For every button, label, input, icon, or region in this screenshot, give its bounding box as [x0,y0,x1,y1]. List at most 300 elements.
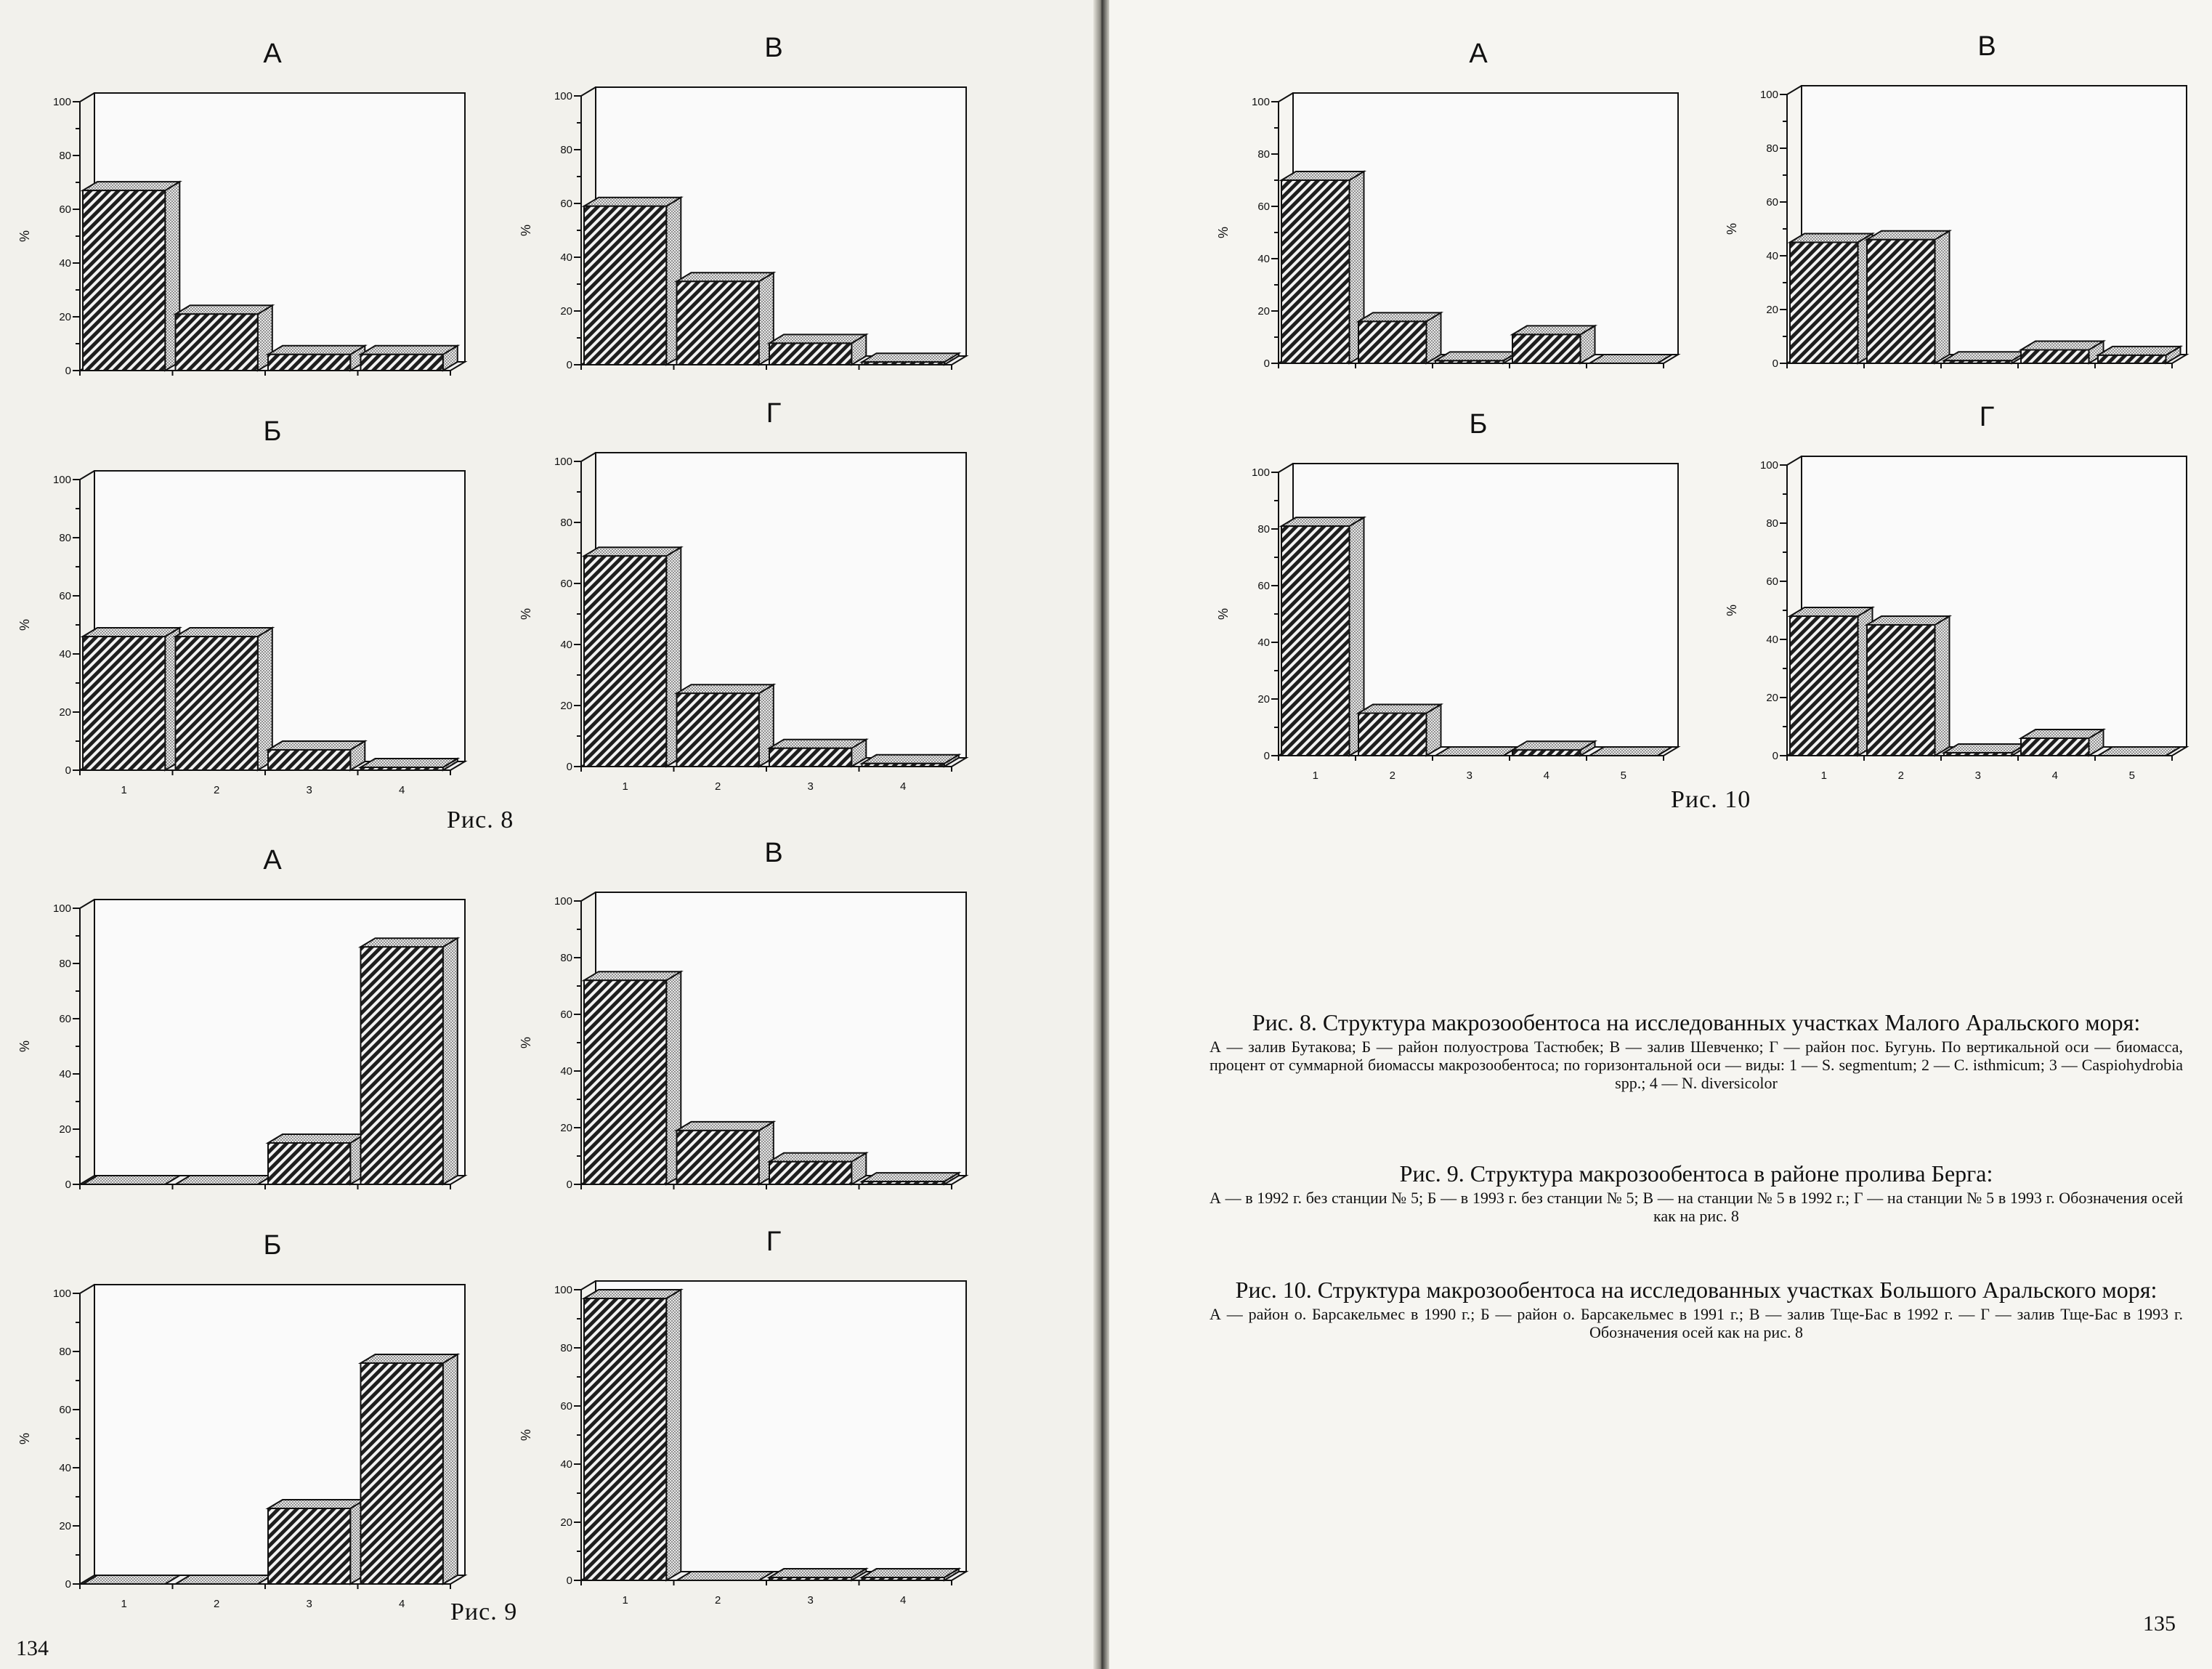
x-tick-label: 3 [807,1594,814,1607]
bar-front [2021,350,2089,364]
fig10-panel-A-chart [1199,29,1693,385]
bar [677,272,774,365]
bar [1944,744,2027,756]
y-tick-label: 20 [1766,304,1778,316]
fig8-label: Рис. 8 [447,807,514,833]
y-tick-label: 80 [560,144,572,156]
x-tick-label: 1 [121,784,127,796]
bar [2098,347,2181,363]
bar [1790,234,1873,364]
bar-front [268,1143,350,1184]
y-tick-label: 80 [560,517,572,529]
y-tick-label: 80 [59,958,71,970]
panel-letter: А [263,845,282,876]
bar-front [1790,616,1858,756]
y-tick-label: 20 [59,1520,71,1532]
bar-side [1935,616,1950,756]
y-tick-label: 60 [1766,196,1778,209]
bar [677,1572,774,1580]
y-tick-label: 60 [560,198,572,210]
x-tick-label: 1 [121,1598,127,1610]
bar-front [176,637,258,770]
y-tick-label: 20 [1766,692,1778,704]
bar-front [769,748,851,767]
bar-top [1944,744,2027,753]
panel-letter: Г [766,1227,782,1257]
bar-side [443,1354,458,1584]
fig9-panel-B-chart [0,1221,479,1628]
bar-top [677,1122,774,1131]
y-tick-label: 0 [1263,357,1270,370]
bar [1358,705,1441,756]
bar-front [176,314,258,371]
bar [584,198,681,365]
y-tick-label: 40 [560,639,572,651]
panel-letter: Б [263,416,282,447]
book-spine [1093,0,1109,1669]
y-tick-label: 60 [59,1013,71,1025]
y-tick-label: 40 [59,1462,71,1474]
y-axis-label: % [1216,607,1231,621]
bar-top [769,1569,866,1577]
y-tick-label: 100 [554,895,572,908]
y-tick-label: 80 [1257,523,1270,536]
y-tick-label: 100 [52,96,71,108]
bar [862,353,959,365]
bar-front [2021,738,2089,756]
y-tick-label: 0 [65,1179,71,1191]
y-tick-label: 0 [1772,750,1778,762]
bar-front [584,1298,666,1580]
fig8-panel-V-chart [501,23,981,387]
bar [1944,352,2027,363]
panel-letter: Б [263,1230,282,1261]
panel-letter: В [1977,31,1996,62]
bar-top [361,938,458,947]
bar-front [268,1508,350,1584]
y-tick-label: 100 [52,1288,71,1300]
bar-top [862,1173,959,1181]
y-tick-label: 0 [566,359,572,371]
chart-wall-edge [581,1281,596,1290]
bar-front [1281,180,1350,363]
y-tick-label: 40 [59,648,71,660]
y-tick-label: 20 [560,1122,572,1134]
y-tick-label: 40 [560,1065,572,1078]
bar-side [666,1290,681,1580]
bar-front [677,1131,759,1184]
bar-top [1790,607,1873,616]
bar [83,1176,179,1184]
y-tick-label: 100 [554,1284,572,1296]
caption-fig9-title: Рис. 9. Структура макрозообентоса в районе пролива Берга: [1399,1160,1993,1187]
x-tick-label: 1 [1312,769,1318,782]
bar [268,741,365,770]
bar-top [1435,352,1518,360]
bar-front [677,693,759,767]
bar [83,182,179,371]
panel-letter: В [764,838,783,868]
x-tick-label: 1 [1820,769,1827,782]
caption-fig9-body: А — в 1992 г. без станции № 5; Б — в 1993 г. без станции № 5; В — на станции № 5 в 1992 г.; Г — на станции № 5 в 1993 г. Обозначения осей как на рис. 8 [1210,1189,2183,1225]
y-axis-label: % [17,618,32,631]
fig9-panel-V-chart [501,828,981,1206]
y-tick-label: 100 [1251,466,1270,479]
bar [584,971,681,1184]
y-tick-label: 20 [1257,693,1270,706]
y-tick-label: 0 [65,764,71,777]
bar-front [677,281,759,365]
bar-top [862,353,959,362]
bar-front [2098,355,2166,363]
y-axis-label: % [1216,226,1231,239]
x-tick-label: 4 [398,1598,405,1610]
chart-wall-edge [581,87,596,96]
bar-top [677,684,774,693]
bar-top [83,1575,179,1584]
bar-front [361,947,443,1184]
x-tick-label: 3 [1466,769,1472,782]
bar [268,346,365,371]
chart-wall-edge [80,900,94,908]
x-tick-label: 2 [714,780,721,793]
y-tick-label: 60 [560,1400,572,1413]
y-tick-label: 80 [560,952,572,964]
y-tick-label: 20 [59,706,71,719]
bar [677,684,774,767]
y-tick-label: 80 [1766,517,1778,530]
bar-top [1281,171,1364,180]
panel-letter: А [263,39,282,69]
x-tick-label: 4 [899,780,907,793]
bar-front [1512,750,1581,756]
chart-wall-edge [1279,464,1293,472]
y-tick-label: 60 [59,1404,71,1416]
bar-top [769,740,866,748]
y-tick-label: 80 [59,532,71,544]
caption-fig8 [1210,1010,2183,1092]
chart-wall-edge [581,892,596,901]
panel-letter: Б [1469,409,1488,440]
y-tick-label: 60 [1257,201,1270,213]
y-tick-label: 40 [59,257,71,270]
bar [1358,312,1441,363]
y-tick-label: 20 [1257,305,1270,318]
y-tick-label: 100 [52,902,71,915]
bar-top [361,1354,458,1363]
caption-fig8-title: Рис. 8. Структура макрозообентоса на исследованных участках Малого Аральского моря: [1252,1009,2141,1035]
bar-front [584,206,666,365]
y-tick-label: 100 [1251,96,1270,108]
bar-front [769,343,851,365]
bar [268,1134,365,1184]
bar-front [361,355,443,371]
bar [862,1569,959,1580]
y-tick-label: 60 [1766,575,1778,588]
bar-front [1867,240,1935,363]
y-tick-label: 60 [59,203,71,216]
fig10-panel-V-chart [1707,22,2201,385]
y-tick-label: 0 [566,761,572,773]
bar-top [584,1290,681,1298]
bar [769,1569,866,1580]
x-tick-label: 1 [622,1594,628,1607]
bar [176,628,272,770]
y-axis-label: % [1725,604,1739,617]
bar-top [769,334,866,343]
y-tick-label: 40 [1766,634,1778,646]
bar-front [83,637,165,770]
bar-top [1867,616,1950,625]
bar-top [268,1500,365,1508]
y-tick-label: 100 [554,456,572,468]
y-tick-label: 80 [560,1342,572,1354]
bar-top [862,755,959,764]
y-tick-label: 100 [554,90,572,102]
bar-front [584,556,666,767]
bar-top [1589,355,1672,363]
y-axis-label: % [519,1036,533,1049]
bar-front [769,1162,851,1184]
x-tick-label: 3 [1974,769,1981,782]
bar [1435,352,1518,363]
bar-front [1358,321,1427,363]
x-tick-label: 4 [398,784,405,796]
bar-top [1358,705,1441,714]
y-axis-label: % [519,607,533,621]
x-tick-label: 2 [1897,769,1904,782]
y-tick-label: 60 [560,1009,572,1021]
fig9-panel-G-chart [501,1217,981,1624]
x-tick-label: 2 [213,1598,220,1610]
bar-front [1512,334,1581,363]
bar-top [2098,347,2181,355]
x-tick-label: 3 [807,780,814,793]
y-tick-label: 0 [566,1575,572,1587]
y-tick-label: 40 [59,1068,71,1080]
bar-top [862,1569,959,1577]
bar-top [1512,326,1595,334]
y-tick-label: 0 [1263,750,1270,762]
chart-wall-edge [1787,86,1802,94]
bar-top [769,1153,866,1162]
chart-wall-edge [1279,93,1293,102]
fig9-panel-A-chart [0,836,479,1206]
fig10-panel-B-chart [1199,400,1693,799]
y-tick-label: 20 [560,700,572,712]
bar-top [176,1176,272,1184]
y-tick-label: 60 [1257,580,1270,592]
bar-top [83,182,179,190]
y-tick-label: 100 [1759,459,1778,472]
x-tick-label: 5 [2128,769,2135,782]
y-tick-label: 80 [1766,142,1778,155]
bar-top [584,971,681,980]
bar [83,1575,179,1584]
bar [2098,747,2181,756]
y-tick-label: 40 [560,1458,572,1471]
y-tick-label: 60 [560,578,572,590]
x-tick-label: 4 [899,1594,907,1607]
y-axis-label: % [17,230,32,243]
fig10-panel-G-chart [1707,392,2201,799]
bar-top [1790,234,1873,243]
y-tick-label: 80 [1257,148,1270,161]
bar-top [584,547,681,556]
y-axis-label: % [17,1040,32,1053]
bar-front [1358,714,1427,756]
bar-top [83,628,179,637]
bar-top [584,198,681,206]
bar-front [1281,526,1350,756]
bar-front [83,190,165,371]
bar [769,334,866,365]
bar [1512,741,1595,756]
bar [1867,616,1950,756]
x-tick-label: 2 [714,1594,721,1607]
bar-top [2021,730,2104,738]
page-number-left: 134 [16,1636,49,1660]
x-tick-label: 3 [306,784,312,796]
bar-top [83,1176,179,1184]
panel-letter: В [764,33,783,63]
bar [677,1122,774,1184]
bar-top [1281,517,1364,526]
caption-fig8-body: А — залив Бутакова; Б — район полуострова Тастюбек; В — залив Шевченко; Г — район пос. Бугунь. По вертикальной оси — биомасса, процент от суммарной биомассы макрозообентоса; по горизонтальной оси — виды: 1 — S. segmentum; 2 — C. isthmicum; 3 — Caspiohydrobia spp.; 4 — N. diversicolor [1210,1038,2183,1092]
page-number-right: 135 [2143,1612,2176,1636]
x-tick-label: 3 [306,1598,312,1610]
bar [176,1575,272,1584]
chart-wall-edge [581,453,596,461]
fig8-panel-A-chart [0,29,479,392]
caption-fig10-body: А — район о. Барсакельмес в 1990 г.; Б — район о. Барсакельмес в 1991 г.; В — залив Тще-Бас в 1992 г. — Г — залив Тще-Бас в 1993 г. Обозначения осей как на рис. 8 [1210,1305,2183,1341]
bar-top [268,346,365,355]
bar-side [443,938,458,1184]
y-tick-label: 0 [65,365,71,377]
bar-side [1935,231,1950,363]
bar [769,740,866,767]
y-tick-label: 40 [560,251,572,264]
y-tick-label: 40 [1766,250,1778,262]
bar [268,1500,365,1584]
bar-top [1435,747,1518,756]
bar-top [1512,741,1595,750]
panel-letter: А [1469,39,1488,69]
bar-top [677,272,774,281]
bar-top [176,1575,272,1584]
bar-front [268,750,350,770]
bar-top [1358,312,1441,321]
bar [1281,517,1364,756]
y-axis-label: % [519,1428,533,1442]
y-tick-label: 20 [560,305,572,318]
bar-front [268,355,350,371]
bar [862,1173,959,1184]
y-tick-label: 20 [560,1516,572,1529]
bar [1589,747,1672,756]
fig8-panel-B-chart [0,407,479,814]
bar [361,938,458,1184]
caption-fig10 [1210,1277,2183,1341]
y-tick-label: 80 [59,1346,71,1358]
caption-fig9 [1210,1161,2183,1225]
bar [1435,747,1518,756]
x-tick-label: 1 [622,780,628,793]
bar-top [268,1134,365,1143]
y-tick-label: 100 [52,474,71,486]
y-tick-label: 0 [566,1179,572,1191]
chart-wall-edge [80,93,94,102]
fig8-panel-G-chart [501,389,981,810]
y-tick-label: 40 [1257,637,1270,649]
chart-wall-edge [80,1285,94,1293]
chart-wall-edge [1787,456,1802,465]
y-axis-label: % [1725,222,1739,235]
y-tick-label: 0 [65,1578,71,1591]
bar [862,755,959,767]
bar [83,628,179,770]
bar-top [176,628,272,637]
bar [1281,171,1364,363]
bar [1512,326,1595,363]
bar-top [2021,342,2104,350]
bar [1790,607,1873,756]
x-tick-label: 4 [2051,769,2058,782]
y-tick-label: 20 [59,1123,71,1136]
x-tick-label: 5 [1620,769,1626,782]
y-tick-label: 60 [59,590,71,602]
bar [361,759,458,770]
y-tick-label: 0 [1772,357,1778,370]
y-tick-label: 80 [59,150,71,162]
bar-top [677,1572,774,1580]
bar-front [361,1363,443,1584]
bar-top [361,759,458,767]
x-tick-label: 2 [1389,769,1395,782]
bar [361,346,458,371]
fig9-label: Рис. 9 [450,1599,518,1625]
panel-letter: Г [766,398,782,429]
x-tick-label: 4 [1543,769,1549,782]
bar-top [2098,747,2181,756]
bar [584,547,681,767]
y-tick-label: 100 [1759,89,1778,101]
bar-top [1944,352,2027,360]
bar [176,305,272,371]
y-axis-label: % [17,1432,32,1445]
y-tick-label: 20 [59,311,71,323]
bar-top [268,741,365,750]
bar [1867,231,1950,363]
bar-front [1790,243,1858,364]
bar-top [176,305,272,314]
bar [584,1290,681,1580]
bar-top [1867,231,1950,240]
bar [2021,730,2104,756]
bar-front [584,980,666,1184]
caption-fig10-title: Рис. 10. Структура макрозообентоса на исследованных участках Большого Аральского моря: [1235,1277,2158,1303]
bar [176,1176,272,1184]
bar-top [1589,747,1672,756]
fig10-label: Рис. 10 [1671,786,1751,813]
y-tick-label: 40 [1257,253,1270,265]
x-tick-label: 2 [213,784,220,796]
bar [1589,355,1672,363]
bar-top [361,346,458,355]
y-axis-label: % [519,224,533,237]
bar [769,1153,866,1184]
bar-front [1867,625,1935,756]
